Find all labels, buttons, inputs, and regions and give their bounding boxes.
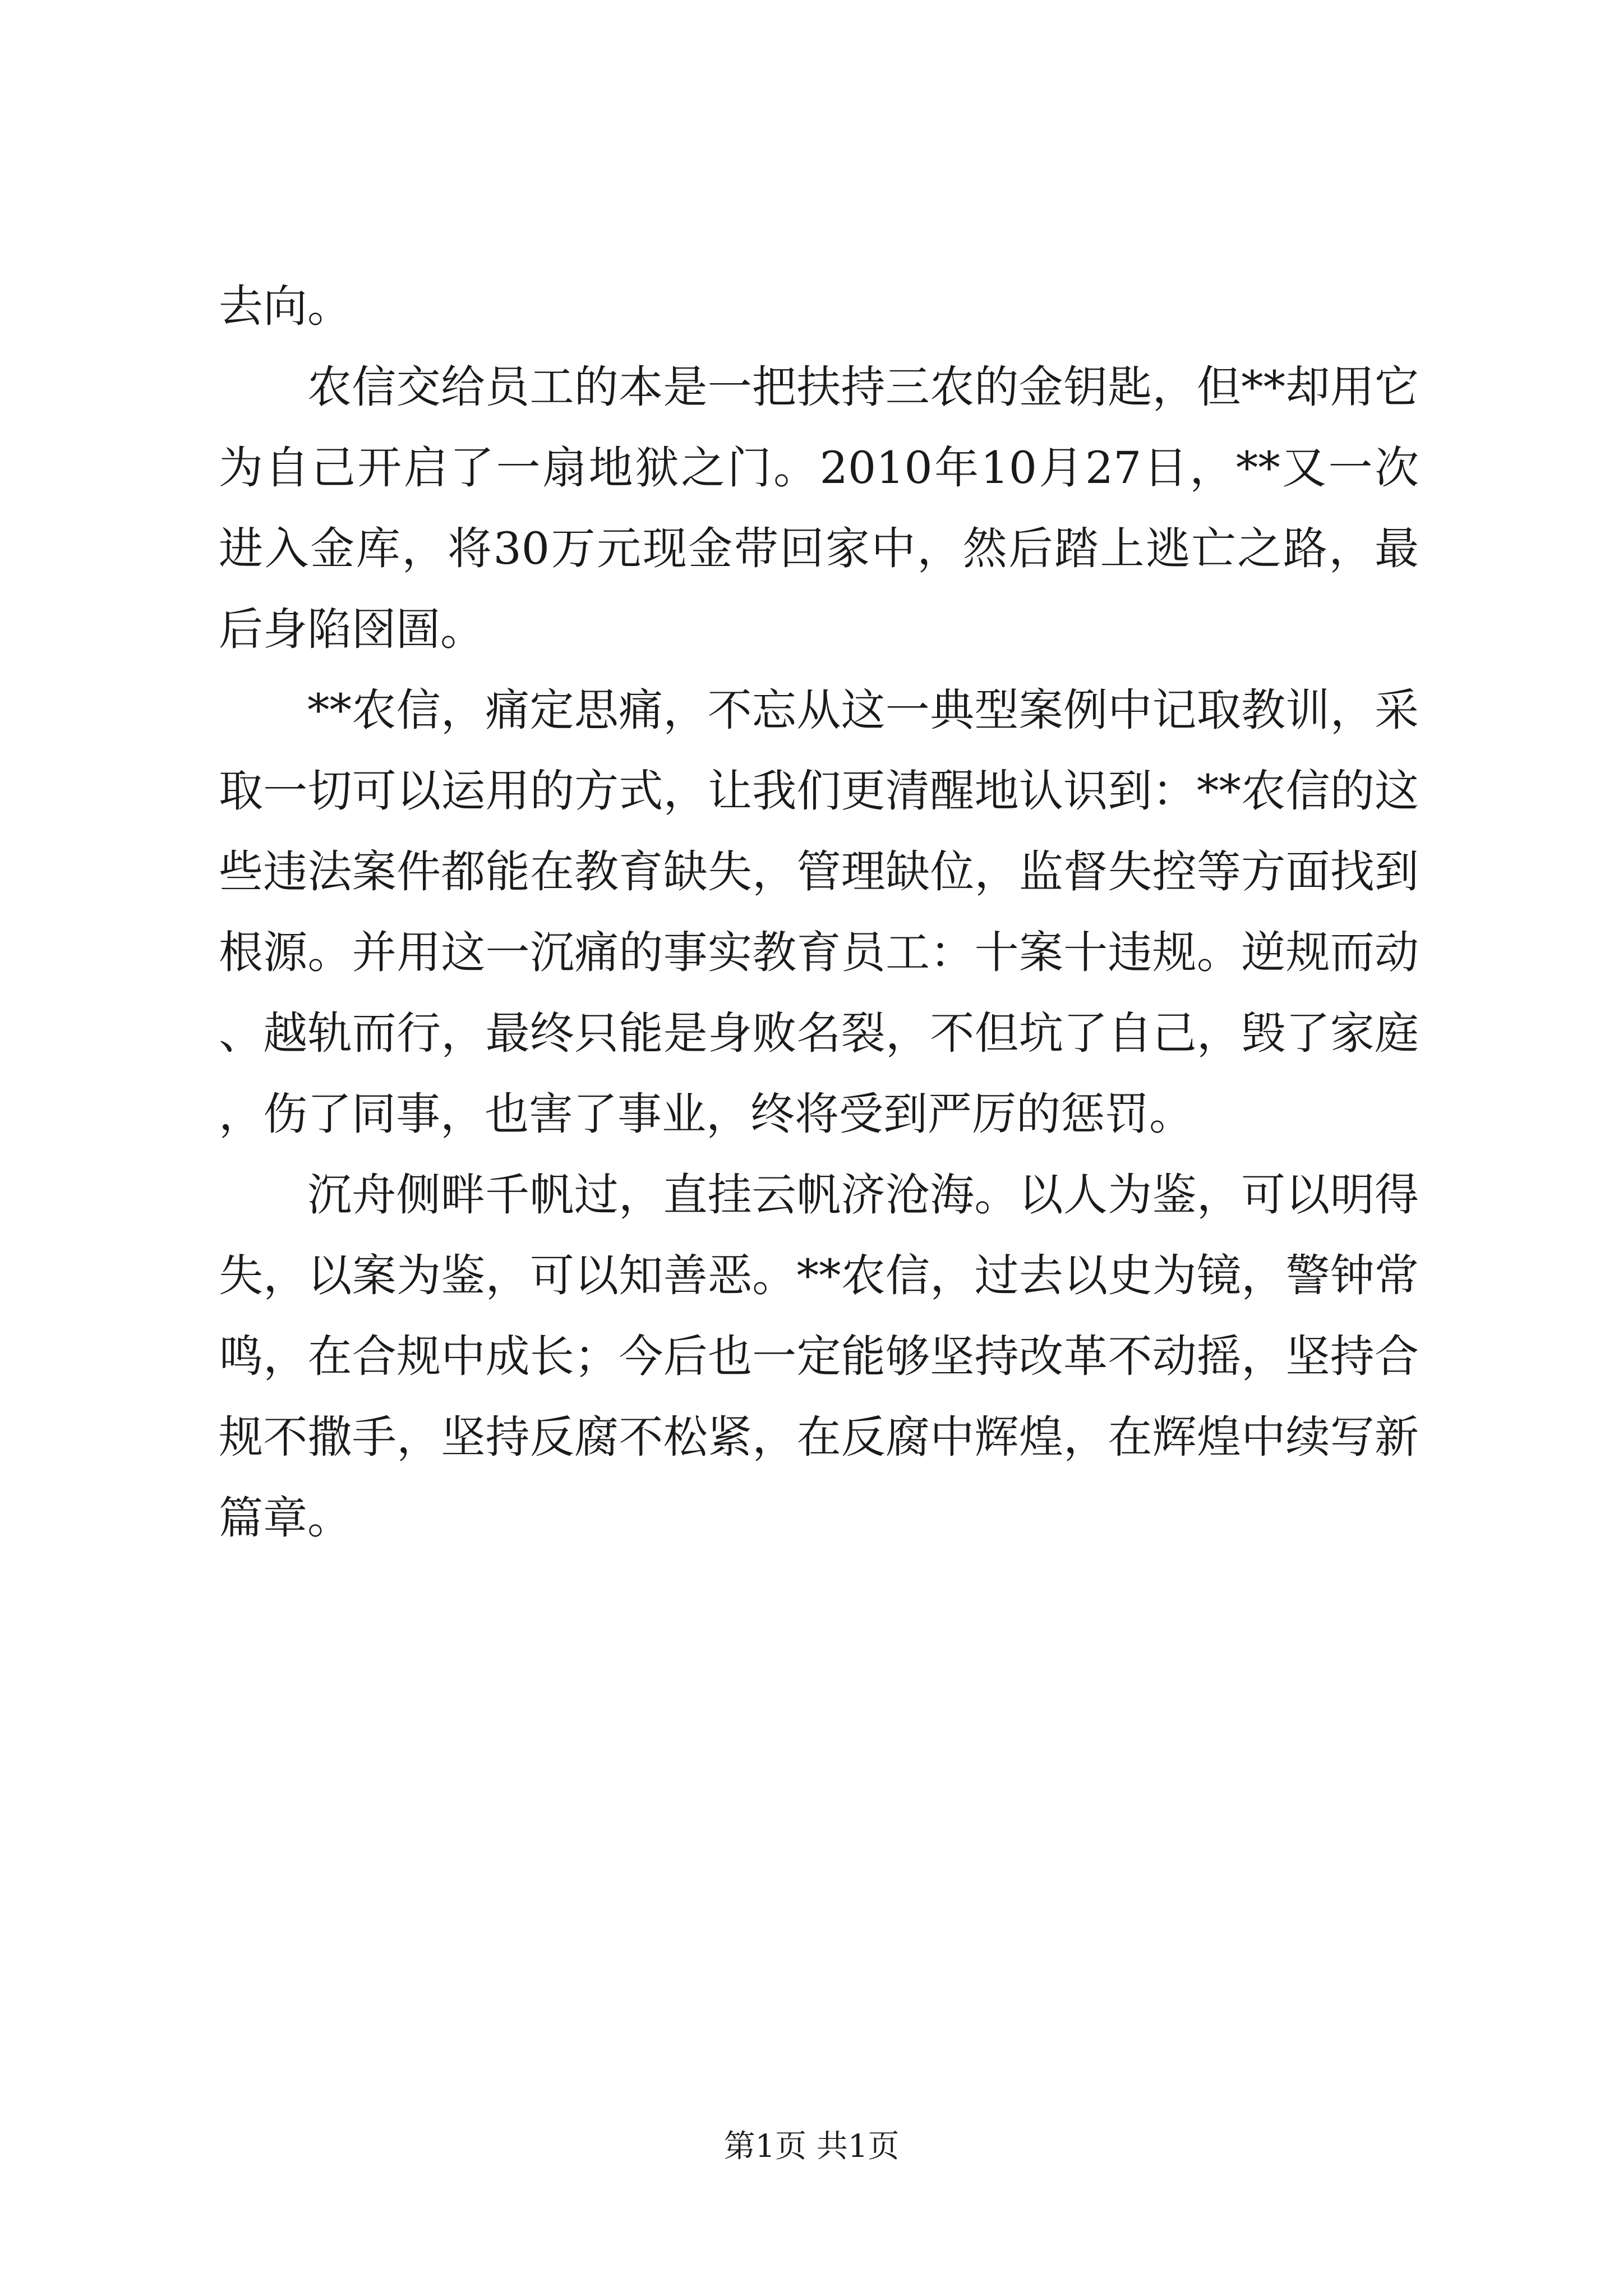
document-body [219, 266, 1419, 1558]
paragraph-continuation: 去向。 [219, 280, 352, 332]
paragraph-lessons: **农信，痛定思痛，不忘从这一典型案例中记取教训，采取一切可以运用的方式，让我们更清醒地认识到：**农信的这些违法案件都能在教育缺失，管理缺位，监督失控等方面找到根源。并用这一沉痛的事实教育员工：十案十违规。逆规而动、越轨而行，最终只能是身败名裂，不但坑了自己，毁了家庭，伤了同事，也害了事业，终将受到严厉的惩罚。 [219, 684, 1419, 1140]
paragraph-outlook: 沉舟侧畔千帆过，直挂云帆济沧海。以人为鉴，可以明得失，以案为鉴，可以知善恶。**农信，过去以史为镜，警钟常鸣，在合规中成长；今后也一定能够坚持改革不动摇，坚持合规不撒手，坚持反腐不松紧，在反腐中辉煌，在辉煌中续写新篇章。 [219, 1169, 1419, 1544]
page-footer: 第1页 共1页 [723, 2128, 900, 2165]
paragraph-golden-key: 农信交给员工的本是一把扶持三农的金钥匙，但**却用它为自己开启了一扇地狱之门。2010年10月27日，**又一次进入金库，将30万元现金带回家中，然后踏上逃亡之路，最后身陷囹圄。 [219, 361, 1419, 655]
